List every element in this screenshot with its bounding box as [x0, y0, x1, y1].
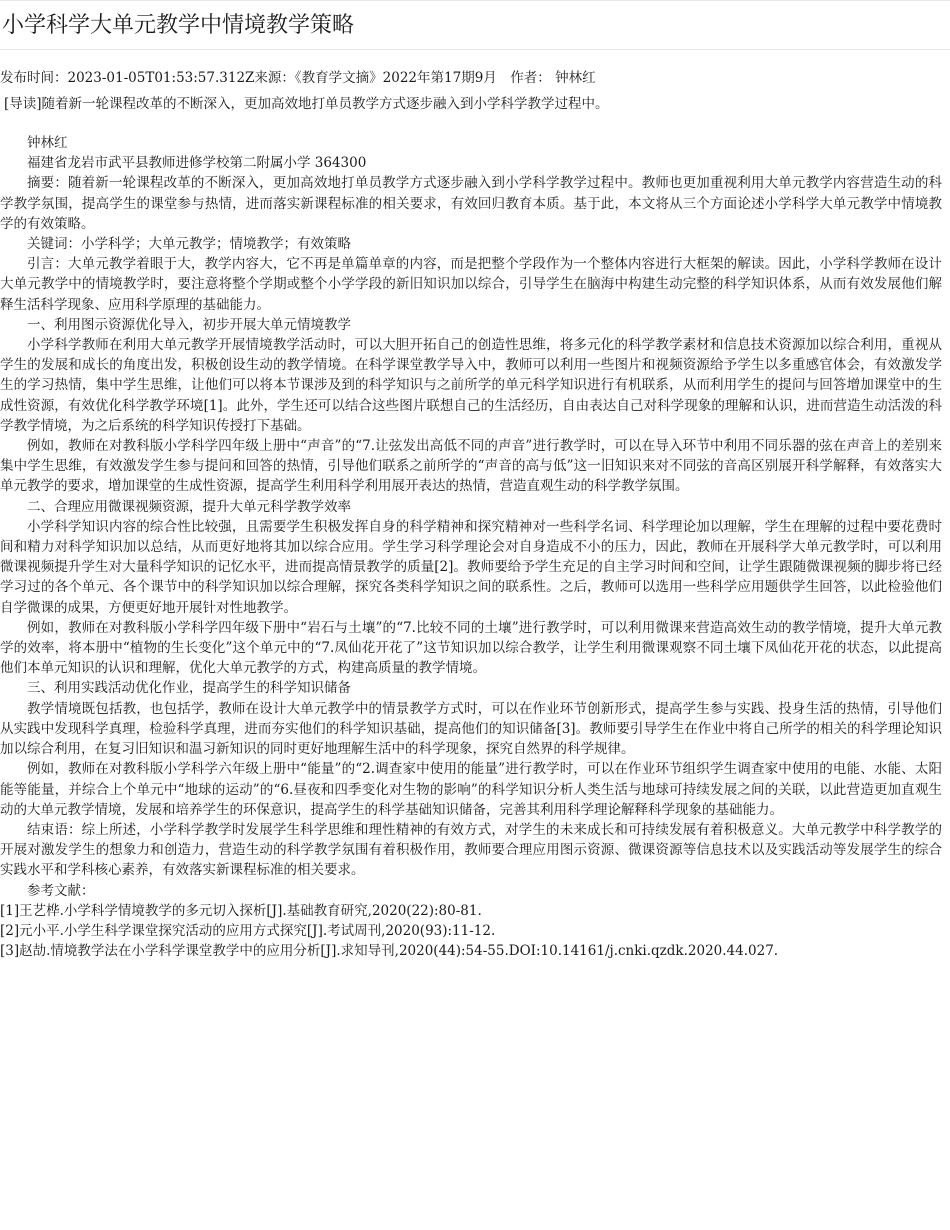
body-paragraph: 例如，教师在对教科版小学科学四年级上册中“声音”的“7.让弦发出高低不同的声音”进行教学时，可以在导入环节中利用不同乐器的弦在声音上的差别来集中学生思维，有效激发学生参与提问和回答的热情，引导他们联系之前所学的“声音的高与低”这一旧知识来对不同弦的音高区别展开科学解释，有效落实大单元教学的要求，增加课堂的生成性资源，提高学生利用科学利用展开表达的热情，营造直观生动的科学教学氛围。 — [0, 438, 942, 495]
reference-item: [2]元小平.小学生科学课堂探究活动的应用方式探究[J].考试周刊,2020(93):11-12. — [0, 922, 496, 939]
body-paragraph: 小学科学知识内容的综合性比较强，且需要学生积极发挥自身的科学精神和探究精神对一些科学名词、科学理论加以理解，学生在理解的过程中要花费时间和精力对科学知识加以总结，从而更好地将其加以综合应用。学生学习科学理论会对自身造成不小的压力，因此，教师在开展科学大单元教学时，可以利用微课视频提升学生对大量科学知识的记忆水平，进而提高情景教学的质量[2]。教师要给予学生充足的自主学习时间和空间，让学生跟随微课视频的脚步将已经学习过的各个单元、各个课节中的科学知识加以综合理解，探究各类科学知识之间的联系性。之后，教师可以选用一些科学应用题供学生回答，以此检验他们自学微课的成果，方便更好地开展针对性地教学。 — [0, 518, 942, 616]
reference-item: [3]赵劼.情境教学法在小学科学课堂教学中的应用分析[J].求知导刊,2020(44):54-55.DOI:10.14161/j.cnki.qzdk.2020.44.027. — [0, 943, 779, 960]
body-paragraph: 例如，教师在对教科版小学科学六年级上册中“能量”的“2.调查家中使用的能量”进行教学时，可以在作业环节组织学生调查家中使用的电能、水能、太阳能等能量，并综合上个单元中“地球的运动”的“6.昼夜和四季变化对生物的影响”的科学知识分析人类生活与地球可持续发展之间的关联，以此营造更加直观生动的大单元教学情境，发展和培养学生的环保意识，提高学生的科学基础知识储备，完善其利用科学理论解释科学现象的基础能力。 — [0, 761, 942, 818]
body-paragraph: 小学科学教师在利用大单元教学开展情境教学活动时，可以大胆开拓自己的创造性思维，将多元化的科学教学素材和信息技术资源加以综合利用，重视从学生的发展和成长的角度出发，积极创设生动的教学情境。在科学课堂教学导入中，教师可以利用一些图片和视频资源给予学生以多重感官体会，有效激发学生的学习热情，集中学生思维，让他们可以将本节课涉及到的科学知识与之前所学的单元科学知识进行有机联系，从而利用学生的提问与回答增加课堂中的生成性资源，有效优化科学教学环境[1]。此外，学生还可以结合这些图片联想自己的生活经历，自由表达自己对科学现象的理解和认识，进而营造生动活泼的科学教学情境，为之后系统的科学知识传授打下基础。 — [0, 337, 942, 434]
page-title: 小学科学大单元教学中情境教学策略 — [2, 13, 355, 38]
article-meta: 发布时间：2023-01-05T01:53:57.312Z来源：《教育学文摘》2022年第17期9月 作者： 钟林红 — [0, 70, 596, 86]
section-heading-3: 三、利用实践活动优化作业，提高学生的科学知识储备 — [27, 680, 351, 697]
abstract-paragraph: 摘要：随着新一轮课程改革的不断深入，更加高效地打单员教学方式逐步融入到小学科学教学过程中。教师也更加重视利用大单元教学内容营造生动的科学教学氛围，提高学生的课堂参与热情，进而落实新课程标准的相关要求，有效回归教育本质。基于此，本文将从三个方面论述小学科学大单元教学中情境教学的有效策略。 — [0, 175, 942, 232]
author-name: 钟林红 — [27, 135, 68, 151]
body-paragraph: 例如，教师在对教科版小学科学四年级下册中“岩石与土壤”的“7.比较不同的土壤”进行教学时，可以利用微课来营造高效生动的教学情境，提升大单元教学的效率，将本册中“植物的生长变化”这个单元中的“7.凤仙花开花了”这节知识加以综合教学，让学生利用微课观察不同土壤下凤仙花开花的状态，以此提高他们本单元知识的认识和理解，优化大单元教学的方式，构建高质量的教学情境。 — [0, 619, 942, 677]
body-paragraph: 教学情境既包括教，也包括学，教师在设计大单元教学中的情景教学方式时，可以在作业环节创新形式，提高学生参与实践、投身生活的热情，引导他们从实践中发现科学真理，检验科学真理，进而夯实他们的科学知识基础，提高他们的知识储备[3]。教师要引导学生在作业中将自己所学的相关的科学理论知识加以综合利用，在复习旧知识和温习新知识的同时更好地理解生活中的科学现象，探究自然界的科学规律。 — [0, 700, 942, 758]
article-body — [0, 133, 942, 961]
conclusion-paragraph: 结束语：综上所述，小学科学教学时发展学生科学思维和理性精神的有效方式，对学生的未来成长和可持续发展有着积极意义。大单元教学中科学教学的开展对激发学生的想象力和创造力，营造生动的科学教学氛围有着积极作用，教师要合理应用图示资源、微课资源等信息技术以及实践活动等发展学生的综合实践水平和学科核心素养，有效落实新课程标准的相关要求。 — [0, 821, 942, 879]
section-heading-2: 二、合理应用微课视频资源，提升大单元科学教学效率 — [27, 498, 351, 515]
keywords-paragraph: 关键词：小学科学；大单元教学；情境教学；有效策略 — [27, 236, 351, 253]
author-affiliation: 福建省龙岩市武平县教师进修学校第二附属小学 364300 — [27, 155, 367, 172]
section-heading-1: 一、利用图示资源优化导入，初步开展大单元情境教学 — [27, 316, 351, 333]
reference-item: [1]王艺桦.小学科学情境教学的多元切入探析[J].基础教育研究,2020(22):80-81. — [0, 902, 482, 919]
article-lead: [导读]随着新一轮课程改革的不断深入，更加高效地打单员教学方式逐步融入到小学科学教学过程中。 — [4, 96, 609, 112]
references-heading: 参考文献： — [27, 882, 95, 899]
intro-paragraph: 引言：大单元教学着眼于大，教学内容大，它不再是单篇单章的内容，而是把整个学段作为一个整体内容进行大框架的解读。因此，小学科学教师在设计大单元教学中的情境教学时，要注意将整个学期或整个小学学段的新旧知识加以综合，引导学生在脑海中构建生动完整的科学知识体系，从而有效发展他们解释生活科学现象、应用科学原理的基础能力。 — [0, 256, 942, 313]
title-bar — [0, 0, 950, 50]
